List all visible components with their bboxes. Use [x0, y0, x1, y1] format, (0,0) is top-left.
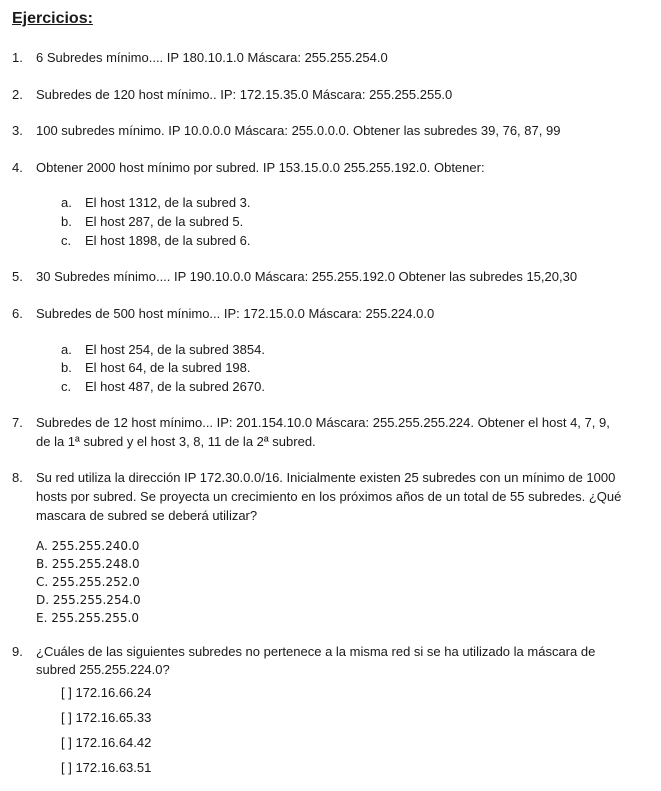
exercise-text: ¿Cuáles de las siguientes subredes no pertenece a la misma red si se ha utilizado la máscara de [36, 644, 596, 659]
exercise-text: Subredes de 12 host mínimo... IP: 201.154.10.0 Máscara: 255.255.255.224. Obtener el host 4, 7, 9, [36, 415, 610, 430]
exercise-text: Obtener 2000 host mínimo por subred. IP 153.15.0.0 255.255.192.0. Obtener: [36, 160, 485, 175]
answer-option: A. 255.255.240.0 [36, 539, 140, 553]
sub-item-text: El host 64, de la subred 198. [85, 360, 251, 375]
page-title: Ejercicios: [12, 10, 93, 27]
answer-option: E. 255.255.255.0 [36, 611, 140, 625]
exercise-text: Subredes de 120 host mínimo.. IP: 172.15.35.0 Máscara: 255.255.255.0 [36, 87, 453, 102]
exercise-number: 6. [12, 306, 23, 321]
answer-option: D. 255.255.254.0 [36, 593, 141, 607]
exercise-text: Subredes de 500 host mínimo... IP: 172.15.0.0 Máscara: 255.224.0.0 [36, 306, 435, 321]
sub-item-text: El host 1898, de la subred 6. [85, 233, 251, 248]
sub-item-letter: a. [61, 195, 72, 210]
sub-item-letter: c. [61, 233, 72, 248]
exercise-text: mascara de subred se deberá utilizar? [36, 508, 258, 523]
exercise-number: 4. [12, 160, 23, 175]
exercise-text: 6 Subredes mínimo.... IP 180.10.1.0 Máscara: 255.255.254.0 [36, 50, 388, 65]
exercise-text: hosts por subred. Se proyecta un crecimiento en los próximos años de un total de 55 subredes. ¿Qué [36, 489, 622, 504]
exercise-number: 3. [12, 123, 23, 138]
checkbox-option: [ ] 172.16.64.42 [61, 735, 152, 750]
exercise-text: 30 Subredes mínimo.... IP 190.10.0.0 Máscara: 255.255.192.0 Obtener las subredes 15,20,30 [36, 269, 578, 284]
exercise-number: 1. [12, 50, 23, 65]
sub-item-letter: b. [61, 360, 72, 375]
exercise-text: de la 1ª subred y el host 3, 8, 11 de la 2ª subred. [36, 434, 316, 449]
exercise-number: 8. [12, 470, 23, 485]
exercise-text: Su red utiliza la dirección IP 172.30.0.0/16. Inicialmente existen 25 subredes con un mínimo de 1000 [36, 470, 616, 485]
sub-item-text: El host 254, de la subred 3854. [85, 342, 265, 357]
sub-item-text: El host 487, de la subred 2670. [85, 379, 265, 394]
sub-item-text: El host 1312, de la subred 3. [85, 195, 251, 210]
sub-item-letter: c. [61, 379, 72, 394]
exercise-number: 5. [12, 269, 23, 284]
answer-option: B. 255.255.248.0 [36, 557, 140, 571]
exercise-text: subred 255.255.224.0? [36, 662, 170, 677]
checkbox-option: [ ] 172.16.63.51 [61, 760, 152, 775]
sub-item-letter: a. [61, 342, 72, 357]
exercise-text: 100 subredes mínimo. IP 10.0.0.0 Máscara: 255.0.0.0. Obtener las subredes 39, 76, 87, 99 [36, 123, 561, 138]
checkbox-option: [ ] 172.16.66.24 [61, 685, 152, 700]
sub-item-text: El host 287, de la subred 5. [85, 214, 244, 229]
exercise-number: 9. [12, 644, 23, 659]
exercise-number: 7. [12, 415, 23, 430]
sub-item-letter: b. [61, 214, 72, 229]
exercise-number: 2. [12, 87, 23, 102]
checkbox-option: [ ] 172.16.65.33 [61, 710, 152, 725]
answer-option: C. 255.255.252.0 [36, 575, 140, 589]
